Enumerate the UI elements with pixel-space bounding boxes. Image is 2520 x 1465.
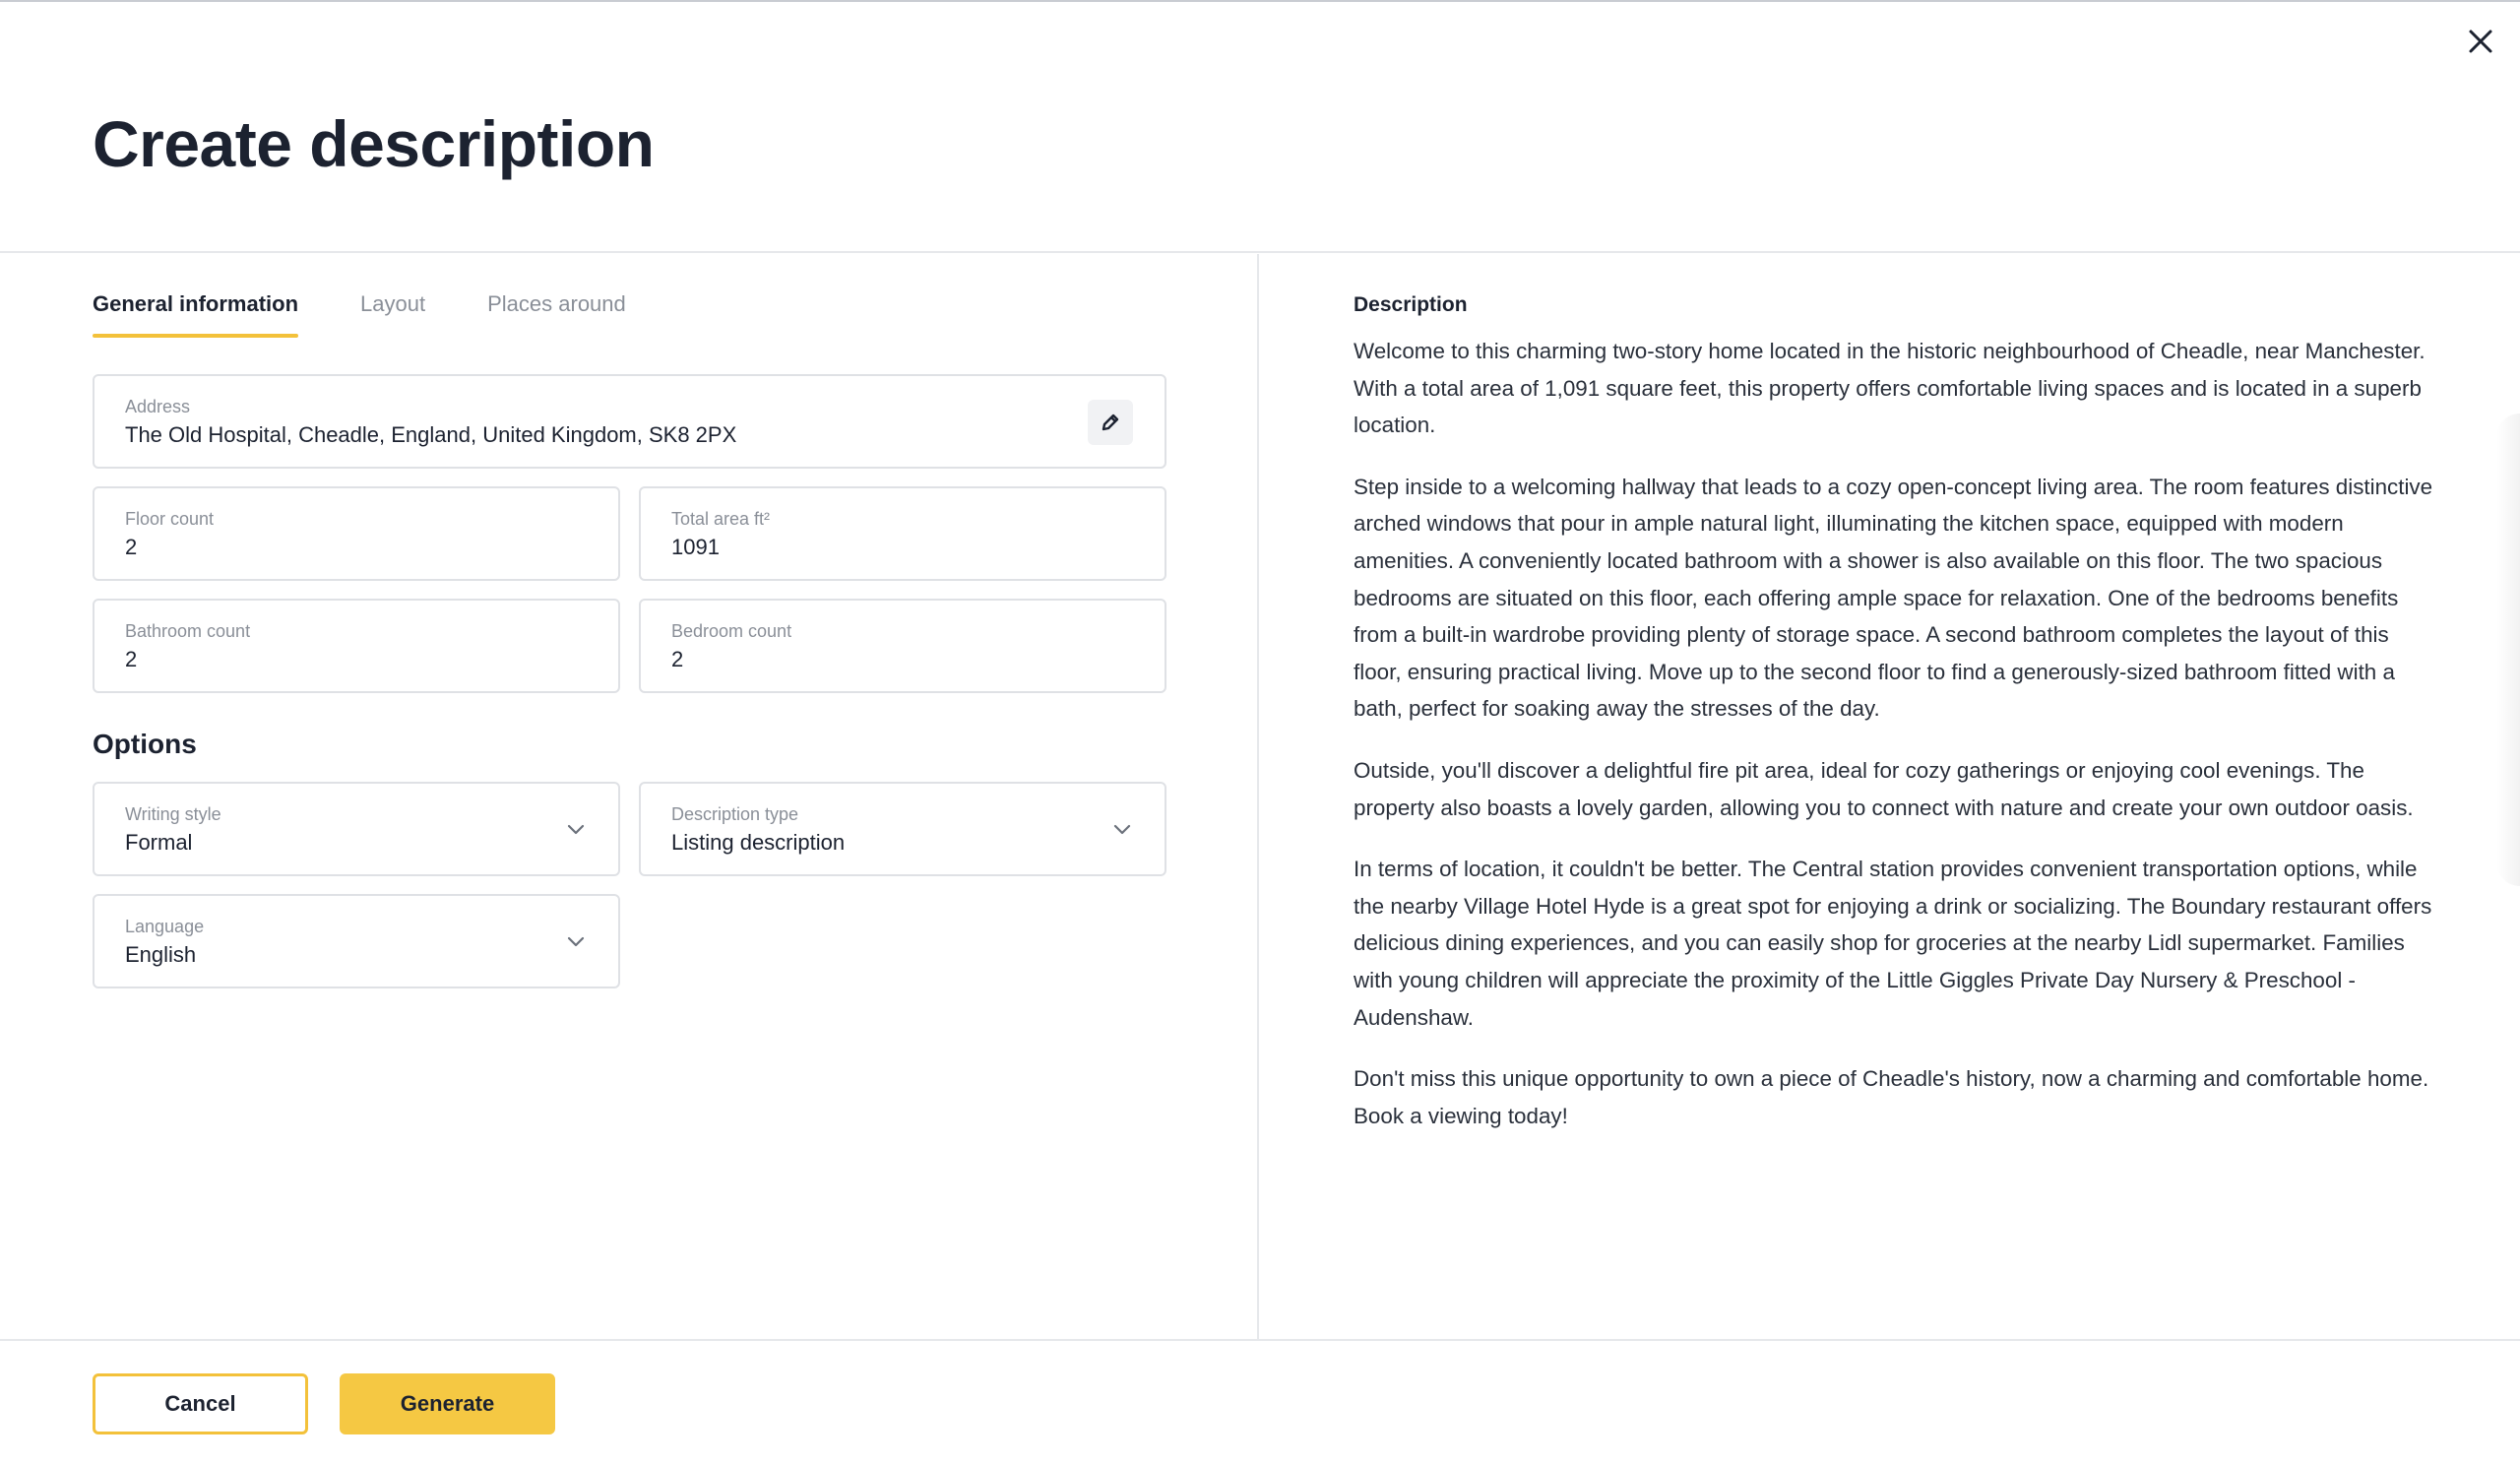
description-type-value: Listing description — [671, 830, 846, 855]
tab-places-around[interactable]: Places around — [487, 291, 626, 316]
bathroom-count-label: Bathroom count — [125, 621, 251, 641]
bathroom-count-value: 2 — [125, 647, 138, 671]
total-area-label: Total area ft² — [671, 509, 771, 529]
chevron-down-icon — [567, 821, 585, 839]
page-title: Create description — [93, 107, 655, 180]
floor-count-field[interactable] — [93, 486, 620, 581]
bedroom-count-field[interactable] — [639, 599, 1166, 693]
floor-count-value: 2 — [125, 535, 138, 559]
description-paragraph: Outside, you'll discover a delightful fire pit area, ideal for cozy gatherings or enjoying cool evenings. The property also boasts a lovely garden, allowing you to connect with nature and create your own outdoor oasis. — [1354, 757, 2414, 820]
description-paragraph: Don't miss this unique opportunity to own a piece of Cheadle's history, now a charming and comfortable home. Book a viewing today! — [1354, 1066, 2429, 1128]
language-value: English — [125, 942, 197, 967]
tab-layout[interactable]: Layout — [360, 291, 426, 316]
writing-style-select[interactable] — [93, 782, 620, 876]
bedroom-count-value: 2 — [671, 647, 684, 671]
tab-general-information[interactable]: General information — [93, 291, 298, 338]
writing-style-value: Formal — [125, 830, 193, 855]
writing-style-label: Writing style — [125, 804, 221, 824]
description-type-label: Description type — [671, 804, 799, 824]
language-label: Language — [125, 917, 205, 936]
total-area-value: 1091 — [671, 535, 720, 559]
description-paragraph: In terms of location, it couldn't be better. The Central station provides convenient transportation options, while the nearby Village Hotel Hyde is a great spot for enjoying a drink or socializing. The Boundary restaurant offers delicious dining experiences, and you can easily shop for groceries at the nearby Lidl supermarket. Families with young children will appreciate the proximity of the Little Giggles Private Day Nursery & Preschool - Audenshaw. — [1354, 857, 2432, 1030]
dialog-header — [0, 0, 2520, 253]
description-pane — [1261, 254, 2520, 1339]
close-button[interactable] — [2463, 24, 2498, 59]
dialog-footer — [0, 1339, 2520, 1465]
form-pane — [0, 254, 1259, 1339]
description-paragraph: Welcome to this charming two-story home located in the historic neighbourhood of Cheadle, near Manchester. With a total area of 1,091 square feet, this property offers comfortable living spaces and is located in a superb location. — [1354, 339, 2426, 438]
bathroom-count-field[interactable] — [93, 599, 620, 693]
edit-address-button[interactable] — [1088, 400, 1133, 445]
generate-button[interactable]: Generate — [340, 1373, 555, 1434]
close-icon — [2468, 29, 2493, 54]
description-heading: Description — [1354, 293, 1468, 316]
bedroom-count-label: Bedroom count — [671, 621, 792, 641]
cancel-button[interactable]: Cancel — [93, 1373, 308, 1434]
chevron-down-icon — [567, 933, 585, 951]
language-select[interactable] — [93, 894, 620, 988]
floor-count-label: Floor count — [125, 509, 215, 529]
address-value: The Old Hospital, Cheadle, England, United Kingdom, SK8 2PX — [125, 422, 737, 447]
description-type-select[interactable] — [639, 782, 1166, 876]
description-text — [1354, 333, 2436, 1159]
total-area-field[interactable] — [639, 486, 1166, 581]
pencil-icon — [1100, 412, 1121, 433]
description-paragraph: Step inside to a welcoming hallway that leads to a cozy open-concept living area. The room features distinctive arched windows that pour in ample natural light, illuminating the kitchen space, equipped with modern amenities. A conveniently located bathroom with a shower is also available on this floor. The two spacious bedrooms are situated on this floor, each offering ample space for relaxation. One of the bedrooms benefits from a built-in wardrobe providing plenty of storage space. A second bathroom completes the layout of this floor, ensuring practical living. Move up to the second floor to find a generously-sized bathroom fitted with a bath, perfect for soaking away the stresses of the day. — [1354, 474, 2433, 722]
chevron-down-icon — [1113, 821, 1131, 839]
options-heading: Options — [93, 729, 197, 759]
address-label: Address — [125, 397, 191, 416]
tab-bar — [93, 291, 688, 338]
address-field[interactable] — [93, 374, 1166, 469]
side-shadow — [2496, 414, 2520, 886]
